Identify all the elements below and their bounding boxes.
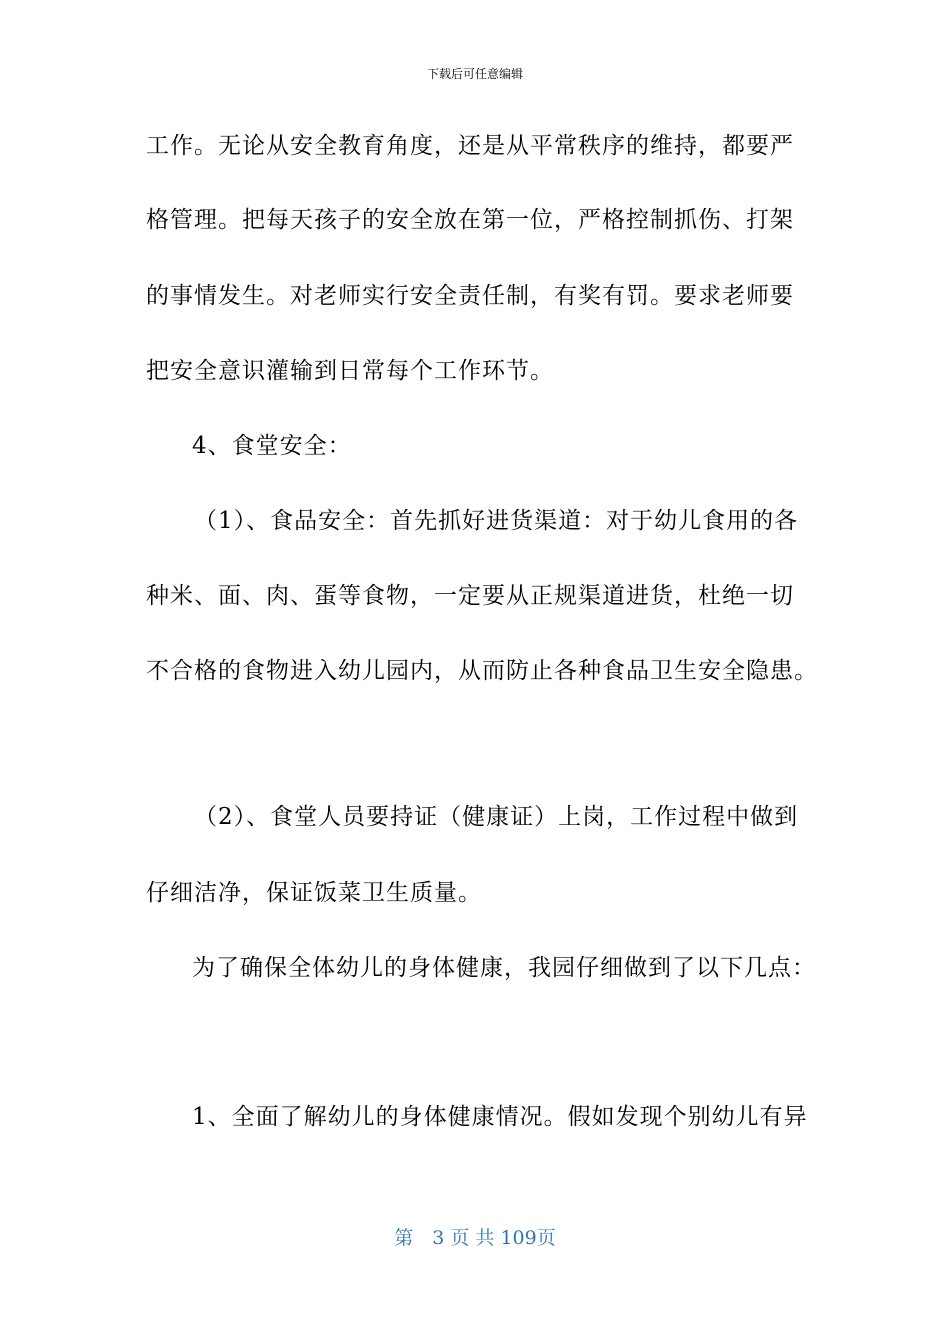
paragraph-line: 工作。无论从安全教育角度，还是从平常秩序的维持，都要严 [146, 133, 794, 159]
paragraph-line: 把安全意识灌输到日常每个工作环节。 [146, 358, 554, 384]
paragraph-line: （2）、食堂人员要持证（健康证）上岗，工作过程中做到 [194, 804, 799, 830]
paragraph-line: 为了确保全体幼儿的身体健康，我园仔细做到了以下几点： [192, 955, 816, 981]
paragraph-line: 格管理。把每天孩子的安全放在第一位，严格控制抓伤、打架 [146, 207, 794, 233]
paragraph-line: （1）、食品安全：首先抓好进货渠道：对于幼儿食用的各 [194, 508, 799, 534]
paragraph-line: 种米、面、肉、蛋等食物，一定要从正规渠道进货，杜绝一切 [146, 583, 794, 609]
paragraph-line: 1、全面了解幼儿的身体健康情况。假如发现个别幼儿有异 [192, 1104, 808, 1130]
section-heading: 4、食堂安全： [192, 433, 352, 459]
paragraph-line: 不合格的食物进入幼儿园内，从而防止各种食品卫生安全隐患。 [146, 658, 818, 684]
page-header: 下载后可任意编辑 [426, 67, 523, 81]
page-number: 第 3 页 共 109页 [394, 1227, 556, 1249]
paragraph-line: 的事情发生。对老师实行安全责任制，有奖有罚。要求老师要 [146, 283, 794, 309]
paragraph-line: 仔细洁净，保证饭菜卫生质量。 [146, 880, 482, 906]
